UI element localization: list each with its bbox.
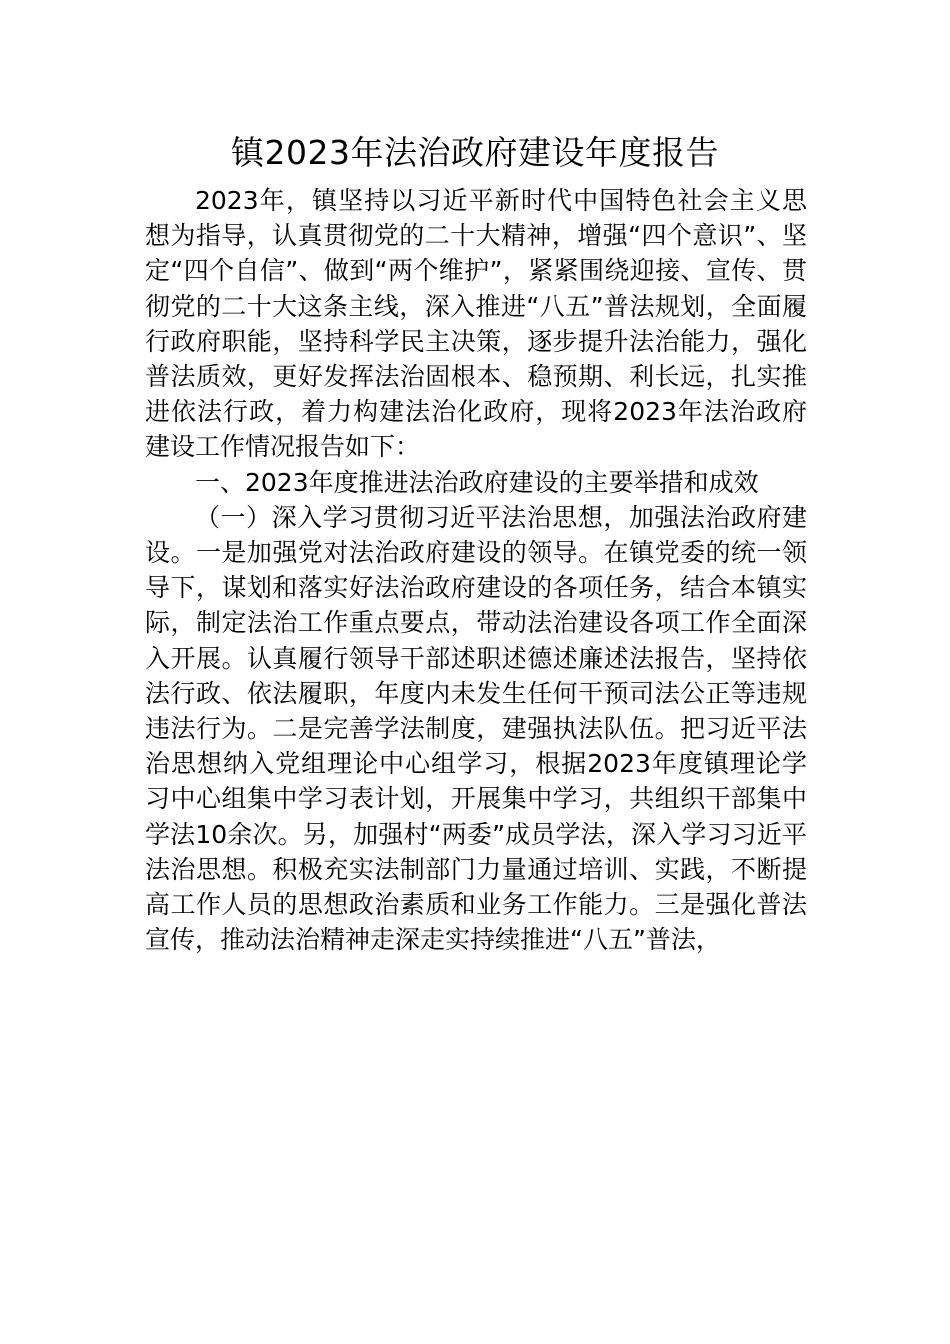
- section-heading-1: 一、2023年度推进法治政府建设的主要举措和成效: [195, 467, 759, 497]
- document-title: 镇2023年法治政府建设年度报告: [231, 133, 719, 172]
- document-body: [145, 183, 807, 957]
- paragraph-subsection-1: （一）深入学习贯彻习近平法治思想，加强法治政府建设。一是加强党对法治政府建设的领导。在镇党委的统一领导下，谋划和落实好法治政府建设的各项任务，结合本镇实际，制定法治工作重点要点，带动法治建设各项工作全面深入开展。认真履行领导干部述职述德述廉述法报告，坚持依法行政、依法履职，年度内未发生任何干预司法公正等违规违法行为。二是完善学法制度，建强执法队伍。把习近平法治思想纳入党组理论中心组学习，根据2023年度镇理论学习中心组集中学习表计划，开展集中学习，共组织干部集中学法10余次。另，加强村“两委”成员学法，深入学习习近平法治思想。积极充实法制部门力量通过培训、实践，不断提高工作人员的思想政治素质和业务工作能力。三是强化普法宣传，推动法治精神走深走实持续推进“八五”普法，: [145, 502, 807, 955]
- paragraph-intro: 2023年，镇坚持以习近平新时代中国特色社会主义思想为指导，认真贯彻党的二十大精神，增强“四个意识”、坚定“四个自信”、做到“两个维护”，紧紧围绕迎接、宣传、贯彻党的二十大这条主线，深入推进“八五”普法规划，全面履行政府职能，坚持科学民主决策，逐步提升法治能力，强化普法质效，更好发挥法治固根本、稳预期、利长远，扎实推进依法行政，着力构建法治化政府，现将2023年法治政府建设工作情况报告如下：: [145, 186, 807, 462]
